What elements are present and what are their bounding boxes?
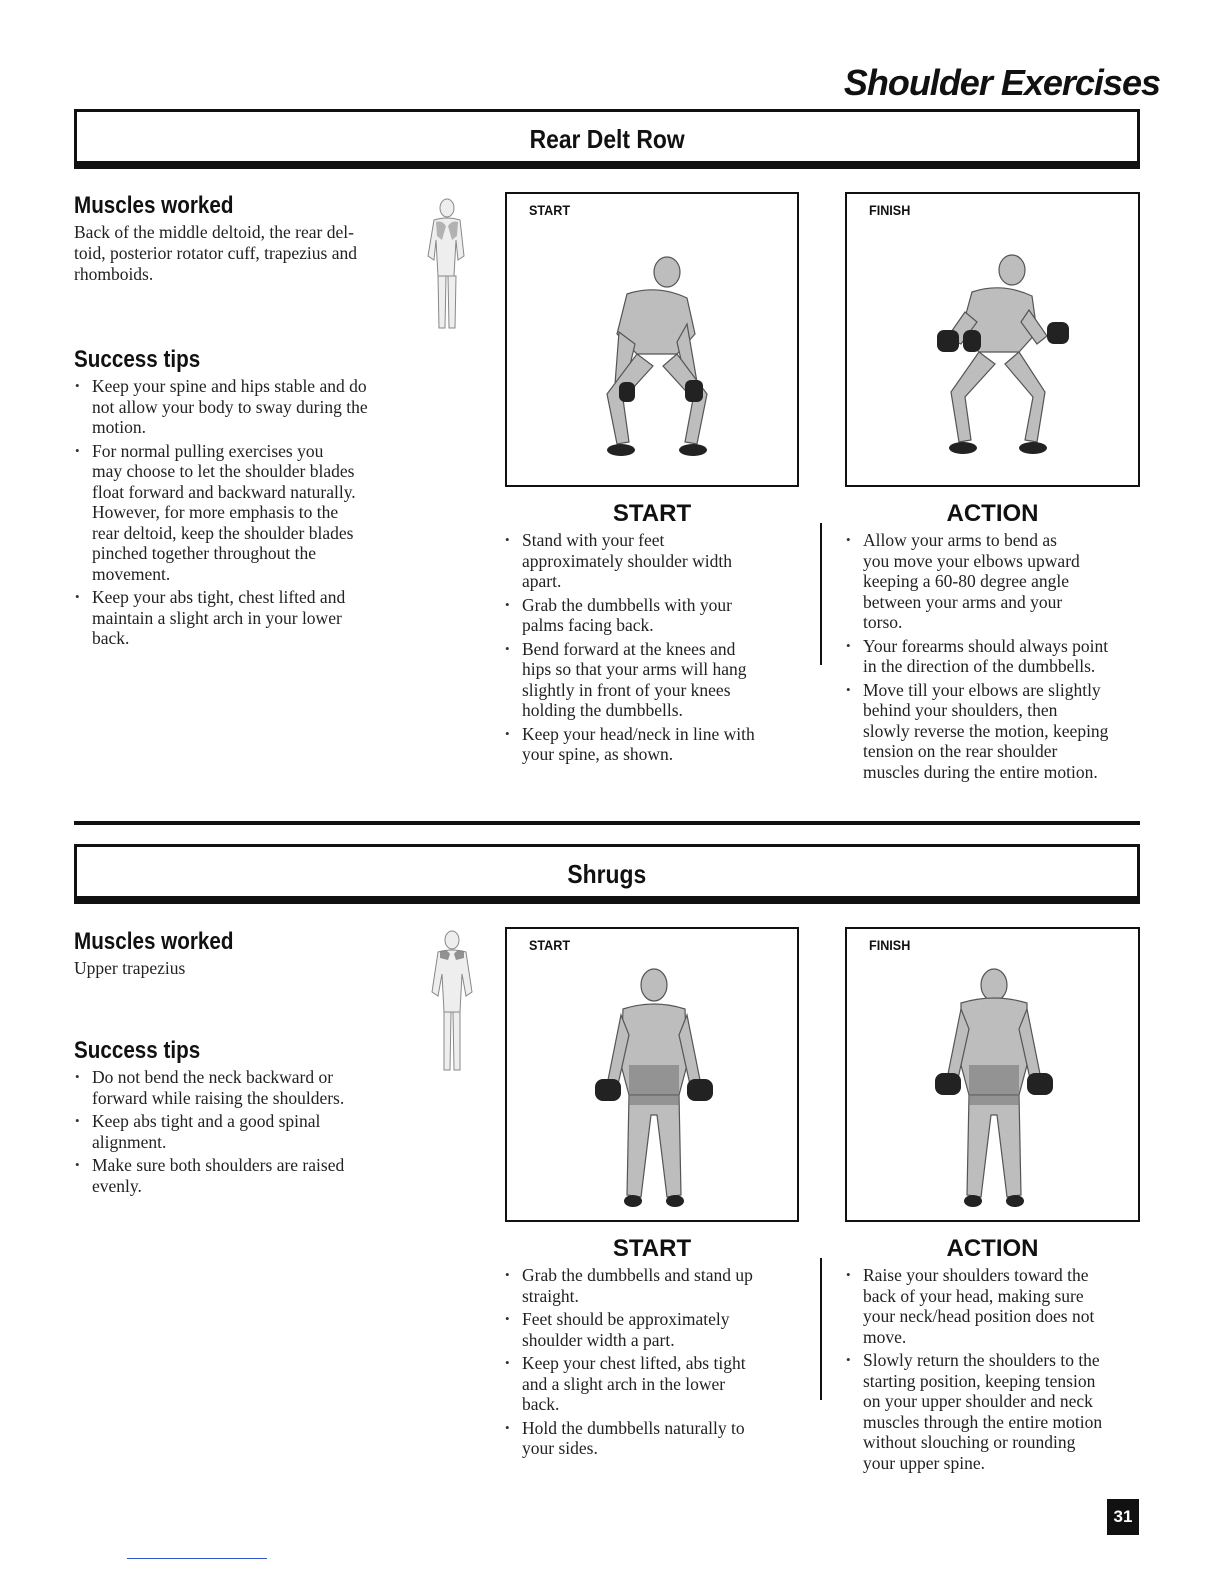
step-line: your neck/head position does not bbox=[863, 1306, 1095, 1326]
step-line: muscles through the entire motion bbox=[863, 1411, 1103, 1432]
step-line: • Grab the dumbbells and stand up bbox=[522, 1265, 753, 1285]
list-item bbox=[504, 724, 804, 765]
shrugs-start-label: START bbox=[529, 937, 571, 953]
rdr-muscles-line: toid, posterior rotator cuff, trapezius and bbox=[74, 243, 357, 263]
tip-line: may choose to let the shoulder blades bbox=[92, 461, 355, 481]
shrugs-header bbox=[74, 844, 1140, 904]
rdr-start-heading: START bbox=[612, 500, 692, 527]
tip-line: back. bbox=[92, 628, 130, 648]
step-line: • Move till your elbows are slightly bbox=[863, 679, 1101, 700]
step-line: • Allow your arms to bend as bbox=[863, 530, 1057, 550]
step-line: torso. bbox=[863, 612, 903, 632]
list-item bbox=[504, 1418, 804, 1459]
tip-line: pinched together throughout the bbox=[92, 543, 317, 563]
shrugs-start-steps bbox=[504, 1265, 804, 1462]
step-line: shoulder width a part. bbox=[522, 1329, 675, 1350]
rdr-action-steps bbox=[845, 530, 1145, 785]
shrugs-start-photo bbox=[505, 927, 799, 1222]
shrugs-muscles-line: Upper trapezius bbox=[74, 958, 186, 978]
rdr-divider bbox=[820, 523, 822, 665]
step-line: • Keep your chest lifted, abs tight bbox=[522, 1353, 746, 1373]
shrugs-muscles-heading: Muscles worked bbox=[74, 928, 234, 955]
tip-line: not allow your body to sway during the bbox=[92, 396, 368, 417]
shrugs-divider bbox=[820, 1258, 822, 1400]
shrugs-finish-label: FINISH bbox=[869, 937, 911, 953]
rdr-action-heading: ACTION bbox=[946, 500, 1039, 527]
list-item bbox=[74, 441, 424, 585]
step-line: move. bbox=[863, 1326, 907, 1347]
tip-line: alignment. bbox=[92, 1131, 167, 1152]
list-item bbox=[504, 1265, 804, 1306]
list-item bbox=[74, 1067, 424, 1108]
step-line: tension on the rear shoulder bbox=[863, 741, 1058, 761]
list-item bbox=[504, 1353, 804, 1415]
rdr-start-photo bbox=[505, 192, 799, 487]
step-line: back of your head, making sure bbox=[863, 1285, 1084, 1306]
list-item bbox=[504, 639, 804, 721]
tip-line: • Keep your abs tight, chest lifted and bbox=[92, 587, 346, 607]
step-line: between your arms and your bbox=[863, 591, 1063, 612]
step-line: • Stand with your feet bbox=[522, 530, 665, 550]
step-line: palms facing back. bbox=[522, 615, 654, 635]
shrugs-action-heading: ACTION bbox=[946, 1235, 1039, 1262]
tip-line: maintain a slight arch in your lower bbox=[92, 607, 342, 628]
step-line: hips so that your arms will hang bbox=[522, 659, 747, 679]
list-item bbox=[845, 680, 1145, 783]
tip-line: evenly. bbox=[92, 1175, 142, 1196]
tip-line: • Make sure both shoulders are raised bbox=[92, 1155, 345, 1175]
footer-line bbox=[127, 1558, 267, 1559]
rdr-muscles-line: Back of the middle deltoid, the rear del- bbox=[74, 222, 354, 242]
tip-line: rear deltoid, keep the shoulder blades bbox=[92, 522, 354, 543]
list-item bbox=[74, 1155, 424, 1196]
step-line: holding the dumbbells. bbox=[522, 700, 683, 720]
list-item bbox=[504, 1309, 804, 1350]
list-item bbox=[74, 1111, 424, 1152]
section-divider bbox=[74, 821, 1140, 825]
step-line: • Slowly return the shoulders to the bbox=[863, 1350, 1100, 1370]
rdr-tips-list bbox=[74, 376, 424, 652]
rdr-start-label: START bbox=[529, 202, 571, 218]
list-item bbox=[845, 1350, 1145, 1473]
step-line: • Grab the dumbbells with your bbox=[522, 594, 732, 615]
tip-line: • Keep your spine and hips stable and do bbox=[92, 376, 367, 396]
tip-line: movement. bbox=[92, 563, 171, 584]
rdr-finish-photo bbox=[845, 192, 1140, 487]
step-line: in the direction of the dumbbells. bbox=[863, 656, 1096, 676]
step-line: you move your elbows upward bbox=[863, 550, 1080, 571]
shrugs-action-steps bbox=[845, 1265, 1145, 1476]
tip-line: However, for more emphasis to the bbox=[92, 502, 339, 522]
shrugs-finish-figure-icon bbox=[929, 965, 1059, 1215]
step-line: and a slight arch in the lower bbox=[522, 1373, 726, 1394]
step-line: your upper spine. bbox=[863, 1452, 985, 1473]
step-line: behind your shoulders, then bbox=[863, 700, 1058, 720]
shrugs-title: Shrugs bbox=[567, 859, 647, 889]
shrugs-anatomy-figure bbox=[414, 928, 490, 1078]
step-line: back. bbox=[522, 1394, 560, 1414]
rdr-finish-label: FINISH bbox=[869, 202, 911, 218]
step-line: approximately shoulder width bbox=[522, 550, 732, 571]
step-line: starting position, keeping tension bbox=[863, 1370, 1096, 1391]
list-item bbox=[504, 595, 804, 636]
tip-line: • Keep abs tight and a good spinal bbox=[92, 1111, 321, 1131]
step-line: • Your forearms should always point bbox=[863, 635, 1109, 656]
rdr-anatomy-figure bbox=[412, 196, 482, 336]
shrugs-start-figure-icon bbox=[589, 965, 719, 1215]
step-line: • Hold the dumbbells naturally to bbox=[522, 1417, 745, 1438]
step-line: • Feet should be approximately bbox=[522, 1309, 730, 1329]
step-line: keeping a 60-80 degree angle bbox=[863, 571, 1070, 591]
step-line: straight. bbox=[522, 1285, 579, 1306]
list-item bbox=[845, 530, 1145, 633]
step-line: without slouching or rounding bbox=[863, 1432, 1076, 1452]
tip-line: forward while raising the shoulders. bbox=[92, 1087, 345, 1108]
shrugs-tips-heading: Success tips bbox=[74, 1037, 201, 1064]
step-line: • Raise your shoulders toward the bbox=[863, 1265, 1089, 1285]
rdr-start-figure-icon bbox=[577, 254, 737, 464]
page-number: 31 bbox=[1107, 1499, 1139, 1535]
rdr-muscles-heading: Muscles worked bbox=[74, 192, 234, 219]
step-line: your spine, as shown. bbox=[522, 744, 674, 764]
rdr-muscles-text bbox=[74, 222, 414, 285]
step-line: • Keep your head/neck in line with bbox=[522, 723, 755, 744]
step-line: your sides. bbox=[522, 1438, 598, 1458]
tip-line: float forward and backward naturally. bbox=[92, 481, 356, 502]
tip-line: • Do not bend the neck backward or bbox=[92, 1067, 334, 1087]
shrugs-start-heading: START bbox=[612, 1235, 692, 1262]
tip-line: motion. bbox=[92, 417, 146, 437]
tip-line: • For normal pulling exercises you bbox=[92, 440, 324, 461]
step-line: • Bend forward at the knees and bbox=[522, 638, 736, 659]
list-item bbox=[845, 1265, 1145, 1347]
step-line: slowly reverse the motion, keeping bbox=[863, 720, 1109, 741]
list-item bbox=[74, 587, 424, 649]
rdr-start-steps bbox=[504, 530, 804, 768]
step-line: apart. bbox=[522, 571, 562, 591]
step-line: on your upper shoulder and neck bbox=[863, 1391, 1093, 1411]
shrugs-finish-photo bbox=[845, 927, 1140, 1222]
page-title: Shoulder Exercises bbox=[843, 62, 1160, 103]
list-item bbox=[845, 636, 1145, 677]
rdr-tips-heading: Success tips bbox=[74, 346, 201, 373]
rear-delt-row-header bbox=[74, 109, 1140, 169]
shrugs-muscles-text bbox=[74, 958, 414, 979]
rdr-finish-figure-icon bbox=[917, 252, 1087, 462]
step-line: muscles during the entire motion. bbox=[863, 761, 1098, 782]
list-item bbox=[74, 376, 424, 438]
rear-delt-row-title: Rear Delt Row bbox=[529, 124, 685, 154]
shrugs-tips-list bbox=[74, 1067, 424, 1199]
step-line: slightly in front of your knees bbox=[522, 679, 731, 700]
rdr-muscles-line: rhomboids. bbox=[74, 264, 154, 284]
list-item bbox=[504, 530, 804, 592]
